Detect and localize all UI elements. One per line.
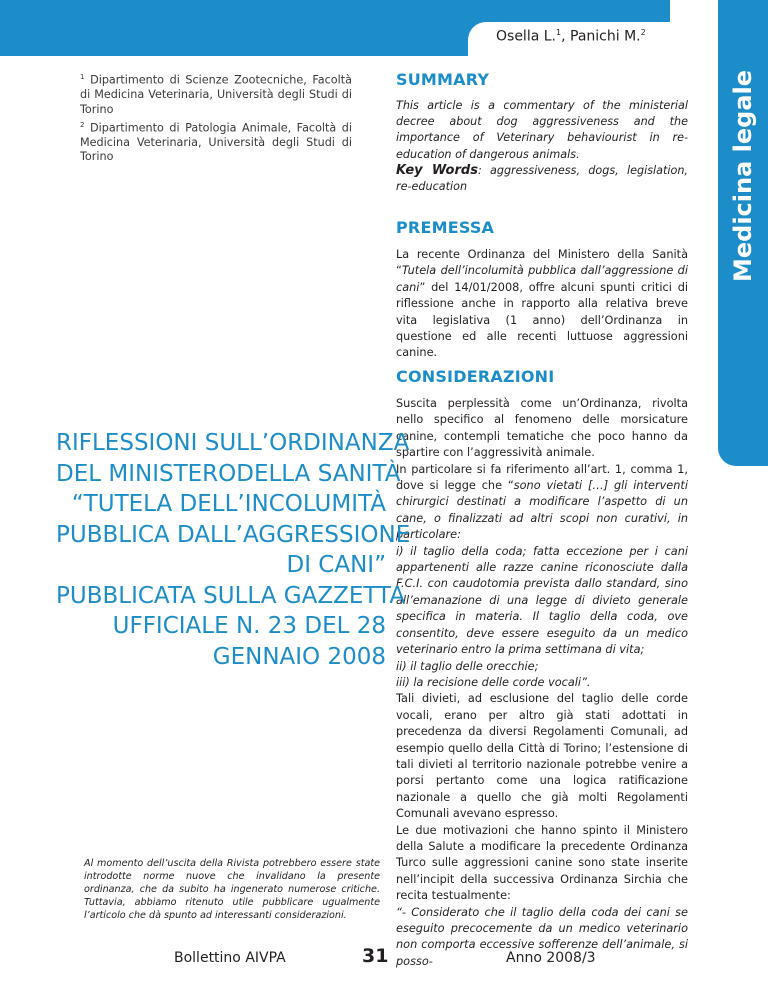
considerazioni-text: [396, 396, 688, 970]
paragraph: Suscita perplessità come un’Ordinanza, rivolta nello specifico al fenomeno delle morsicature canine, contempli tematiche che poco hanno da spartire con l’aggressività animale.: [396, 397, 688, 460]
section-label: Medicina legale: [729, 69, 757, 283]
affiliation-item: [80, 118, 352, 166]
editor-note: Al momento dell’uscita della Rivista potrebbero essere state introdotte norme nuove che invalidano la presente ordinanza, che da subito ha ingenerato numerose critiche. Tuttavia, abbiamo ritenuto utile pubblicare ugualmente l’articolo che dà spunto ad interessanti considerazioni.: [84, 858, 380, 921]
author-mark: 1: [556, 28, 562, 37]
premessa-text: [396, 247, 688, 362]
affiliation-item: [80, 70, 352, 118]
article-title-line: “TUTELA DELL’INCOLUMITÀ: [71, 491, 386, 517]
quoted-item: i) il taglio della coda; fatta eccezione per i cani appartenenti alle razze canine riconosciute dalla F.C.I. con caudotomia prevista dallo standard, sino all’emanazione di una legge di divieto generale specifica in materia. Il taglio della coda, ove consentito, deve essere eseguito da un medico veterinario entro la prima settimana di vita;: [396, 544, 688, 657]
summary-text: [396, 98, 688, 195]
article-title-line: UFFICIALE N. 23 DEL 28: [112, 613, 386, 639]
ordinance-title: Tutela dell’incolumità pubblica dall’aggressione di cani: [396, 264, 688, 294]
affiliation-mark: 2: [80, 120, 85, 129]
article-title: [56, 428, 411, 672]
footer-issue: Anno 2008/3: [506, 950, 596, 966]
author-name: Panichi M.: [570, 28, 641, 45]
considerazioni-heading: CONSIDERAZIONI: [396, 367, 555, 386]
paragraph: Tali divieti, ad esclusione del taglio delle corde vocali, erano per altro già stati adottati in precedenza da diversi Regolamenti Comunali, ad esempio quello della Città di Torino; l’estensione di tali divieti al territorio nazionale potrebbe venire a porsi pertanto come una logica ratificazione nazionale a quello che già molti Regolamenti Comunali avevano espresso.: [396, 692, 688, 821]
author-separator: ,: [561, 28, 570, 45]
paragraph: Le due motivazioni che hanno spinto il Ministero della Salute a modificare la precedente Ordinanza Turco sulle aggressioni canine sono state inserite nell’incipit della successiva Ordinanza Sirchia che recita testualmente:: [396, 823, 688, 903]
footer-journal: Bollettino AIVPA: [174, 950, 286, 966]
summary-heading: SUMMARY: [396, 70, 490, 89]
authors-line: [496, 28, 646, 45]
article-title-line: DEL MINISTERODELLA SANITÀ: [56, 460, 401, 487]
quoted-item: iii) la recisione delle corde vocali”.: [396, 675, 591, 689]
quoted-text: “- Considerato che il taglio della coda dei cani se eseguito precocemente da un medico veterinario non comporta eccessive sofferenze dell’animale, si posso-: [396, 905, 688, 968]
page-number: 31: [362, 945, 389, 967]
affiliation-text: Dipartimento di Patologia Animale, Facoltà di Medicina Veterinaria, Università degli Studi di Torino: [80, 121, 353, 164]
author-mark: 2: [640, 28, 646, 37]
summary-body: This article is a commentary of the ministerial decree about dog aggressiveness and the importance of Veterinary behaviourist in re-education of dangerous animals.: [396, 99, 688, 161]
keywords-list: : aggressiveness, dogs, legislation, re-education: [396, 163, 688, 194]
premessa-text-part: ” del 14/01/2008, offre alcuni spunti critici di riflessione anche in rapporto alla relativa breve vita legislativa (1 anno) dell’Ordinanza in questione ed alle recenti luttuose aggressioni canine.: [396, 280, 688, 360]
article-title-line: DI CANI”: [286, 552, 386, 578]
article-title-line: PUBBLICA DALL’AGGRESSIONE: [56, 521, 411, 548]
premessa-text-part: La recente Ordinanza del Ministero della Sanità “: [396, 248, 688, 278]
author-name: Osella L.: [496, 28, 556, 45]
article-title-line: PUBBLICATA SULLA GAZZETTA: [56, 582, 406, 609]
quoted-text: sono vietati […] gli interventi chirurgici destinati a modificare l’aspetto di un cane, o finalizzati ad altri scopi non curativi, in particolare:: [396, 479, 688, 542]
affiliation-mark: 1: [80, 73, 85, 81]
quoted-item: ii) il taglio delle orecchie;: [396, 659, 539, 673]
affiliations: [80, 70, 352, 165]
premessa-heading: PREMESSA: [396, 218, 495, 237]
affiliation-text: Dipartimento di Scienze Zootecniche, Facoltà di Medicina Veterinaria, Università degli Studi di Torino: [80, 73, 352, 116]
article-title-line: RIFLESSIONI SULL’ORDINANZA: [56, 430, 410, 456]
article-title-line: GENNAIO 2008: [212, 643, 386, 670]
keywords-label: Key Words: [396, 162, 478, 178]
paragraph: [396, 462, 688, 544]
paragraph-part: In particolare si fa riferimento all’art. 1, comma 1, dove si legge che “: [396, 462, 688, 493]
